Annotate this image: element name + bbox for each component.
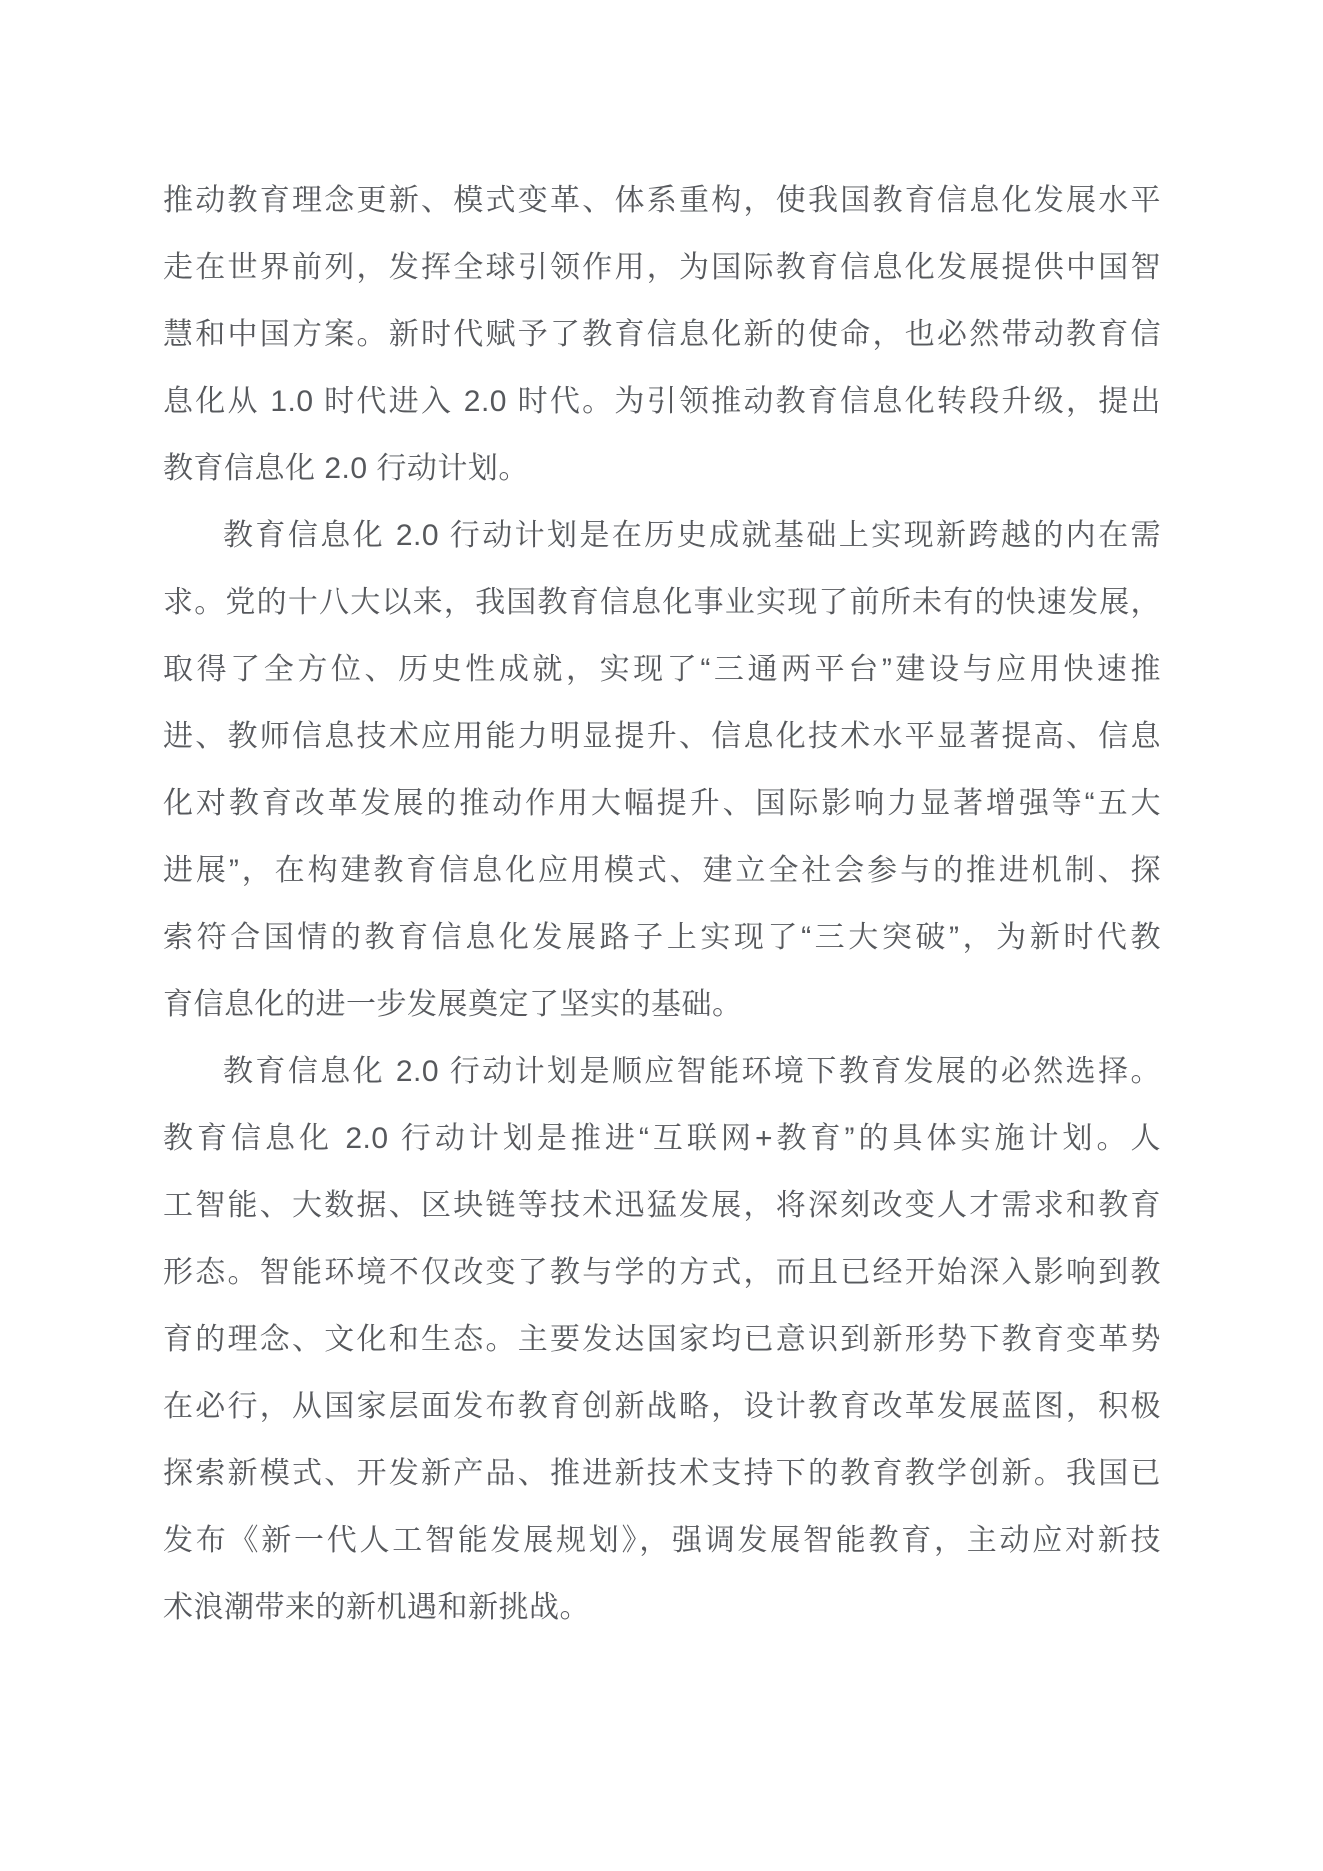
text-line: 慧和中国方案。新时代赋予了教育信息化新的使命，也必然带动教育信 bbox=[163, 318, 1161, 351]
text-line: 进展”，在构建教育信息化应用模式、建立全社会参与的推进机制、探 bbox=[163, 854, 1161, 887]
text-line: 求。党的十八大以来，我国教育信息化事业实现了前所未有的快速发展， bbox=[163, 586, 1161, 619]
document-text-body bbox=[163, 167, 1161, 1641]
text-line: 教育信息化 2.0 行动计划是在历史成就基础上实现新跨越的内在需 bbox=[223, 519, 1161, 552]
text-line: 进、教师信息技术应用能力明显提升、信息化技术水平显著提高、信息 bbox=[163, 720, 1161, 753]
text-line: 取得了全方位、历史性成就，实现了“三通两平台”建设与应用快速推 bbox=[163, 653, 1161, 686]
text-line: 化对教育改革发展的推动作用大幅提升、国际影响力显著增强等“五大 bbox=[163, 787, 1161, 820]
text-line: 在必行，从国家层面发布教育创新战略，设计教育改革发展蓝图，积极 bbox=[163, 1390, 1161, 1423]
text-line: 走在世界前列，发挥全球引领作用，为国际教育信息化发展提供中国智 bbox=[163, 251, 1161, 284]
text-line: 育的理念、文化和生态。主要发达国家均已意识到新形势下教育变革势 bbox=[163, 1323, 1161, 1356]
text-line: 索符合国情的教育信息化发展路子上实现了“三大突破”，为新时代教 bbox=[163, 921, 1161, 954]
text-line: 发布《新一代人工智能发展规划》，强调发展智能教育，主动应对新技 bbox=[163, 1524, 1161, 1557]
text-line: 工智能、大数据、区块链等技术迅猛发展，将深刻改变人才需求和教育 bbox=[163, 1189, 1161, 1222]
text-line: 探索新模式、开发新产品、推进新技术支持下的教育教学创新。我国已 bbox=[163, 1457, 1161, 1490]
text-line: 育信息化的进一步发展奠定了坚实的基础。 bbox=[163, 988, 743, 1021]
text-line: 术浪潮带来的新机遇和新挑战。 bbox=[163, 1591, 590, 1624]
text-line: 息化从 1.0 时代进入 2.0 时代。为引领推动教育信息化转段升级，提出 bbox=[163, 385, 1161, 418]
text-line: 形态。智能环境不仅改变了教与学的方式，而且已经开始深入影响到教 bbox=[163, 1256, 1161, 1289]
text-line: 教育信息化 2.0 行动计划是推进“互联网+教育”的具体实施计划。人 bbox=[163, 1122, 1161, 1155]
text-line: 教育信息化 2.0 行动计划是顺应智能环境下教育发展的必然选择。 bbox=[223, 1055, 1161, 1088]
text-line: 教育信息化 2.0 行动计划。 bbox=[163, 452, 529, 485]
text-line: 推动教育理念更新、模式变革、体系重构，使我国教育信息化发展水平 bbox=[163, 184, 1161, 217]
